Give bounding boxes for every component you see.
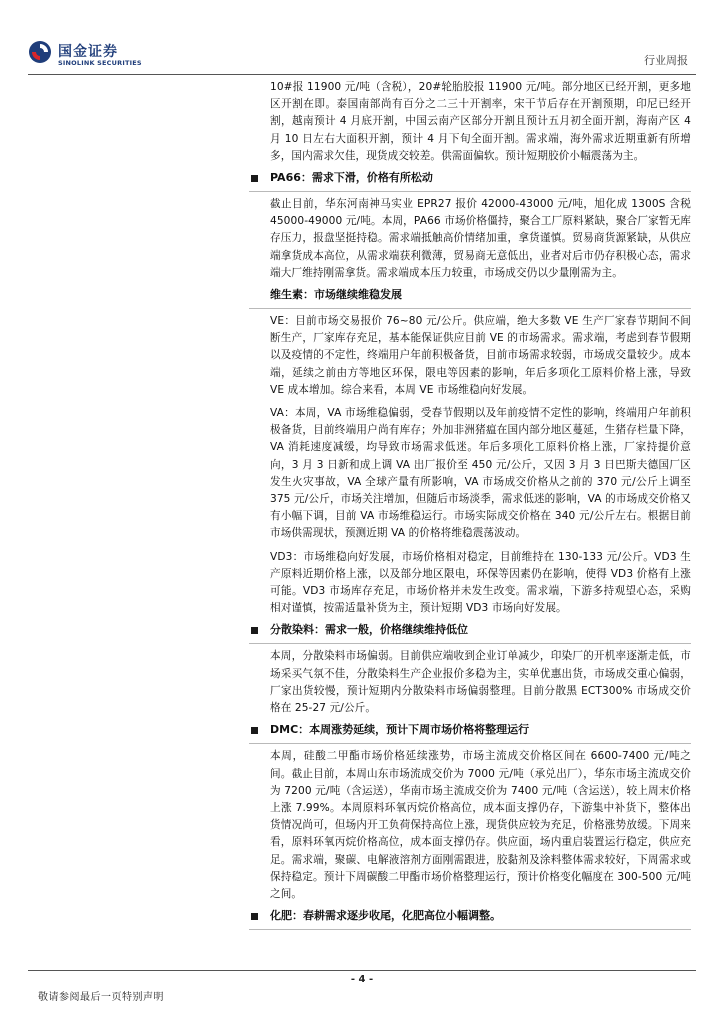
- header-divider: [28, 74, 696, 75]
- section-heading: [249, 903, 691, 930]
- body-paragraph: VE：目前市场交易报价 76~80 元/公斤。供应端，绝大多数 VE 生产厂家春节期间不间断生产，厂家库存充足，基本能保证供应目前 VE 的市场需求。需求端，考虑到春节假期以及疫情的不定性，终端用户年前积极备货，目前市场需求较弱，市场成交量较少。成本端，延续之前由方等地区环保，限电等因素的影响，年后多项化工原料价格上涨，导致 VE 成本增加。综合来看，本周 VE 市场维稳向好发展。: [270, 315, 691, 396]
- section-heading: 维生素：市场继续维稳发展: [249, 282, 691, 309]
- bullet-square-icon: [251, 913, 258, 920]
- body-paragraph: VD3：市场维稳向好发展，市场价格相对稳定，目前维持在 130-133 元/公斤。VD3 生产原料近期价格上涨，以及部分地区限电，环保等因素仍在影响，使得 VD3 价格有上涨可能。VD3 市场库存充足，市场价格并未发生改变。需求端，下游多持观望心态，采购相对谨慎，按需适量补货为主，预计短期 VD3 市场向好发展。: [270, 550, 691, 615]
- section-heading-text: PA66：需求下滑，价格有所松动: [270, 171, 433, 185]
- section-heading-text: DMC：本周涨势延续，预计下周市场价格将整理运行: [270, 723, 530, 737]
- body-paragraph: 本周，硅酸二甲酯市场价格延续涨势，市场主流成交价格区间在 6600-7400 元/吨之间。截止目前，本周山东市场流成交价为 7000 元/吨（承兑出厂），华东市场主流成交价为 7200 元/吨（含运送），华南市场主流成交价为 7400 元/吨（含运送），较上周末价格上涨 7.99%。本周原料环氧丙烷价格高位，成本面支撑仍存，下游集中补货下，整体出货情况尚可，但场内开工负荷保持高位上涨，现货供应较为充足，价格涨势放缓。下周来看，原料环氧丙烷价格高位，成本面支撑仍存。供应面，场内重启装置运行稳定，供应充足。需求端，聚碳、电解液溶剂方面刚需跟进，胶黏剂及涂料整体需求较好，下周需求或保持稳定。预计下周碳酸二甲酯市场价格整理运行，预计价格变化幅度在 300-500 元/吨之间。: [270, 750, 691, 900]
- section-heading-text: 化肥：春耕需求逐步收尾，化肥高位小幅调整。: [270, 909, 501, 923]
- footer-divider: [28, 970, 696, 971]
- sinolink-logo-icon: [28, 40, 52, 64]
- section-heading-text: 分散染料：需求一般，价格继续维持低位: [270, 623, 468, 637]
- body-paragraph: 截止目前，华东河南神马实业 EPR27 报价 42000-43000 元/吨，旭化成 1300S 含税 45000-49000 元/吨。本周，PA66 市场价格僵持，聚合工厂原料紧缺，聚合厂家暂无库存压力，报盘坚挺持稳。需求端抵触高价情绪加重，拿货谨慎。贸易商货源紧缺，从供应端拿货成本高位，从需求端获利微薄，贸易商无意低出，业者对后市仍存积极心态，需求端大厂维持刚需拿货。需求端成本压力较重，市场成交仍以少量刚需为主。: [270, 198, 691, 279]
- page-number: - 4 -: [350, 974, 374, 985]
- body-paragraph: VA：本周，VA 市场维稳偏弱，受春节假期以及年前疫情不定性的影响，终端用户年前积极备货，目前终端用户尚有库存；外加非洲猪瘟在国内部分地区蔓延，生猪存栏量下降，VA 消耗速度减缓，均导致市场需求低迷。年后多项化工原料价格上涨，厂家持提价意向，3 月 3 日新和成上调 VA 出厂报价至 450 元/公斤，又因 3 月 3 日巴斯夫德国厂区发生火灾事故，VA 全球产量有所影响，VA 市场成交价格从之前的 370 元/公斤上调至 375 元/公斤，市场关注增加，但随后市场淡季，需求低迷的影响，VA 的市场成交价格又有小幅下调，目前 VA 市场维稳运行。市场实际成交价格在 340 元/公斤左右。根据目前市场供需现状，预测近期 VA 的价格将维稳震荡波动。: [270, 407, 691, 540]
- footer-disclaimer: 敬请参阅最后一页特别声明: [38, 992, 164, 1003]
- bullet-square-icon: [251, 727, 258, 734]
- bullet-square-icon: [251, 175, 258, 182]
- section-heading: [249, 165, 691, 192]
- report-body: [249, 79, 691, 934]
- bullet-square-icon: [251, 627, 258, 634]
- page-header: [28, 40, 696, 74]
- report-type-label: 行业周报: [644, 54, 688, 67]
- body-paragraph: 本周，分散染料市场偏弱。目前供应端收到企业订单减少，印染厂的开机率逐渐走低，市场采买气氛不佳，分散染料生产企业报价多稳为主，实单优惠出货，市场成交重心偏弱，厂家出货较慢，预计短期内分散染料市场偏弱整理。目前分散黑 ECT300% 市场成交价格在 25-27 元/公斤。: [270, 650, 691, 715]
- logo-english-name: SINOLINK SECURITIES: [58, 59, 142, 67]
- section-heading: [249, 617, 691, 644]
- body-paragraph: 10#报 11900 元/吨（含税），20#轮胎胶报 11900 元/吨。部分地区已经开割，更多地区开割在即。泰国南部尚有百分之二三十开割率，宋干节后存在开割预期，印尼已经开割，越南预计 4 月底开割，中国云南产区部分开割且预计五月初全面开割，海南产区 4 月 10 日左右大面积开割，预计 4 月下旬全面开割。需求端，海外需求近期重新有所增多，国内需求欠佳，现货成交较差。供需面偏软。预计短期胶价小幅震荡为主。: [270, 81, 691, 162]
- logo-chinese-name: 国金证券: [58, 44, 118, 60]
- section-heading: [249, 717, 691, 744]
